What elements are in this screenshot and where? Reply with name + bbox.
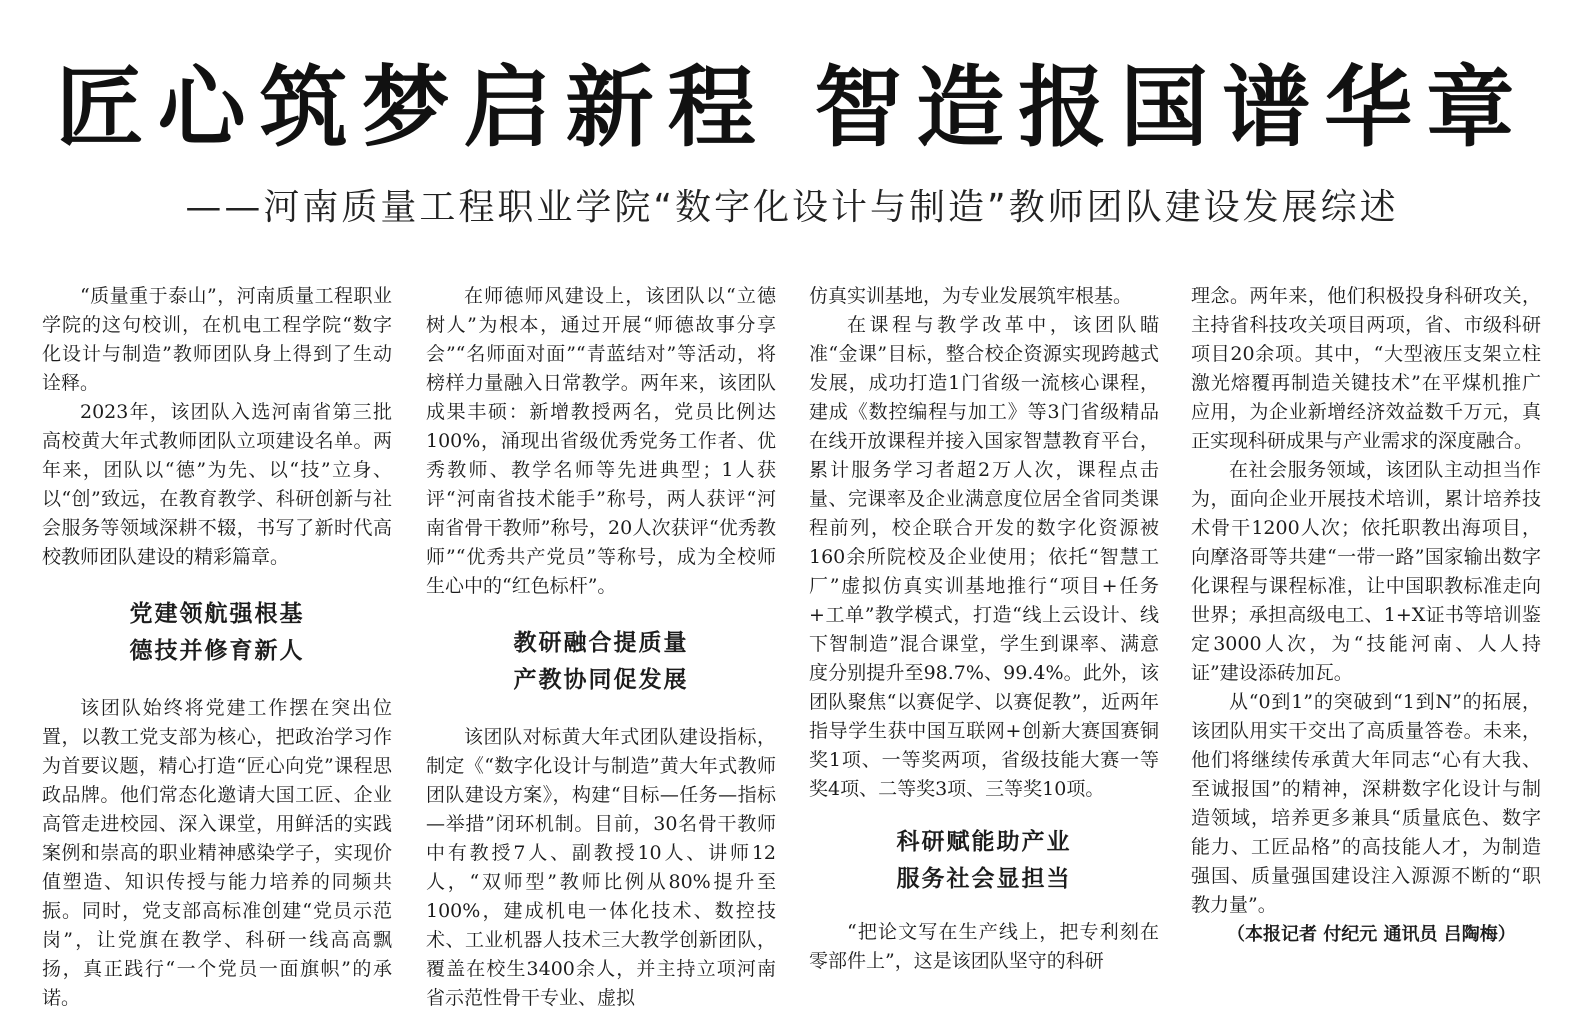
- section-heading-line: 科研赋能助产业: [896, 829, 1072, 855]
- article-column-4: [1191, 282, 1541, 950]
- article-column-1: [42, 282, 392, 1013]
- paragraph: 在社会服务领域，该团队主动担当作为，面向企业开展技术培训，累计培养技术骨干1200人次；依托职教出海项目，向摩洛哥等共建“一带一路”国家输出数字化课程与课程标准，让中国职教标准走向世界；承担高级电工、1+X证书等培训鉴定3000人次，为“技能河南、人人持证”建设添砖加瓦。: [1191, 459, 1541, 684]
- section-heading-line: 教研融合提质量: [513, 630, 689, 656]
- paragraph: 该团队对标黄大年式团队建设指标，制定《“数字化设计与制造”黄大年式教师团队建设方案》，构建“目标—任务—指标—举措”闭环机制。目前，30名骨干教师中有教授7人、副教授10人、讲师12人，“双师型”教师比例从80%提升至100%，建成机电一体化技术、数控技术、工业机器人技术三大教学创新团队，覆盖在校生3400余人，并主持立项河南省示范性骨干专业、虚拟: [426, 726, 776, 1009]
- article-column-2: [426, 282, 776, 1013]
- section-heading-line: 产教协同促发展: [513, 667, 689, 693]
- article-column-3: [809, 282, 1159, 976]
- section-heading-line: 德技并修育新人: [129, 638, 305, 664]
- section-heading-line: 党建领航强根基: [129, 601, 305, 627]
- paragraph: 该团队始终将党建工作摆在突出位置，以教工党支部为核心，把政治学习作为首要议题，精心打造“匠心向党”课程思政品牌。他们常态化邀请大国工匠、企业高管走进校园、深入课堂，用鲜活的实践案例和崇高的职业精神感染学子，实现价值塑造、知识传授与能力培养的同频共振。同时，党支部高标准创建“党员示范岗”，让党旗在教学、科研一线高高飘扬，真正践行“一个党员一面旗帜”的承诺。: [42, 697, 392, 1009]
- byline: （本报记者 付纪元 通讯员 吕陶梅）: [1227, 924, 1516, 945]
- section-heading: [809, 824, 1159, 898]
- paragraph: “质量重于泰山”，河南质量工程职业学院的这句校训，在机电工程学院“数字化设计与制造”教师团队身上得到了生动诠释。: [42, 285, 392, 394]
- section-heading: [42, 596, 392, 670]
- paragraph: 在课程与教学改革中，该团队瞄准“金课”目标，整合校企资源实现跨越式发展，成功打造1门省级一流核心课程，建成《数控编程与加工》等3门省级精品在线开放课程并接入国家智慧教育平台，累计服务学习者超2万人次，课程点击量、完课率及企业满意度位居全省同类课程前列，校企联合开发的数字化资源被160余所院校及企业使用；依托“智慧工厂”虚拟仿真实训基地推行“项目+任务+工单”教学模式，打造“线上云设计、线下智制造”混合课堂，学生到课率、满意度分别提升至98.7%、99.4%。此外，该团队聚焦“以赛促学、以赛促教”，近两年指导学生获中国互联网+创新大赛国赛铜奖1项、一等奖两项，省级技能大赛一等奖4项、二等奖3项、三等奖10项。: [809, 314, 1159, 800]
- subheadline: ——河南质量工程职业学院“数字化设计与制造”教师团队建设发展综述: [185, 187, 1399, 228]
- paragraph: 2023年，该团队入选河南省第三批高校黄大年式教师团队立项建设名单。两年来，团队以“德”为先、以“技”立身、以“创”致远，在教育教学、科研创新与社会服务等领域深耕不辍，书写了新时代高校教师团队建设的精彩篇章。: [42, 401, 392, 568]
- paragraph: “把论文写在生产线上，把专利刻在零部件上”，这是该团队坚守的科研: [809, 921, 1159, 972]
- section-heading-line: 服务社会显担当: [896, 866, 1072, 892]
- paragraph: 理念。两年来，他们积极投身科研攻关，主持省科技攻关项目两项，省、市级科研项目20余项。其中，“大型液压支架立柱激光熔覆再制造关键技术”在平煤机推广应用，为企业新增经济效益数千万元，真正实现科研成果与产业需求的深度融合。: [1191, 285, 1541, 452]
- paragraph: 从“0到1”的突破到“1到N”的拓展，该团队用实干交出了高质量答卷。未来，他们将继续传承黄大年同志“心有大我、至诚报国”的精神，深耕数字化设计与制造领域，培养更多兼具“质量底色、数字能力、工匠品格”的高技能人才，为制造强国、质量强国建设注入源源不断的“职教力量”。: [1191, 691, 1541, 916]
- paragraph: 在师德师风建设上，该团队以“立德树人”为根本，通过开展“师德故事分享会”“名师面对面”“青蓝结对”等活动，将榜样力量融入日常教学。两年来，该团队成果丰硕：新增教授两名，党员比例达100%，涌现出省级优秀党务工作者、优秀教师、教学名师等先进典型；1人获评“河南省技术能手”称号，两人获评“河南省骨干教师”称号，20人次获评“优秀教师”“优秀共产党员”等称号，成为全校师生心中的“红色标杆”。: [426, 285, 776, 597]
- headline: 匠心筑梦启新程 智造报国谱华章: [55, 55, 1529, 159]
- section-heading: [426, 625, 776, 699]
- paragraph: 仿真实训基地，为专业发展筑牢根基。: [809, 285, 1133, 307]
